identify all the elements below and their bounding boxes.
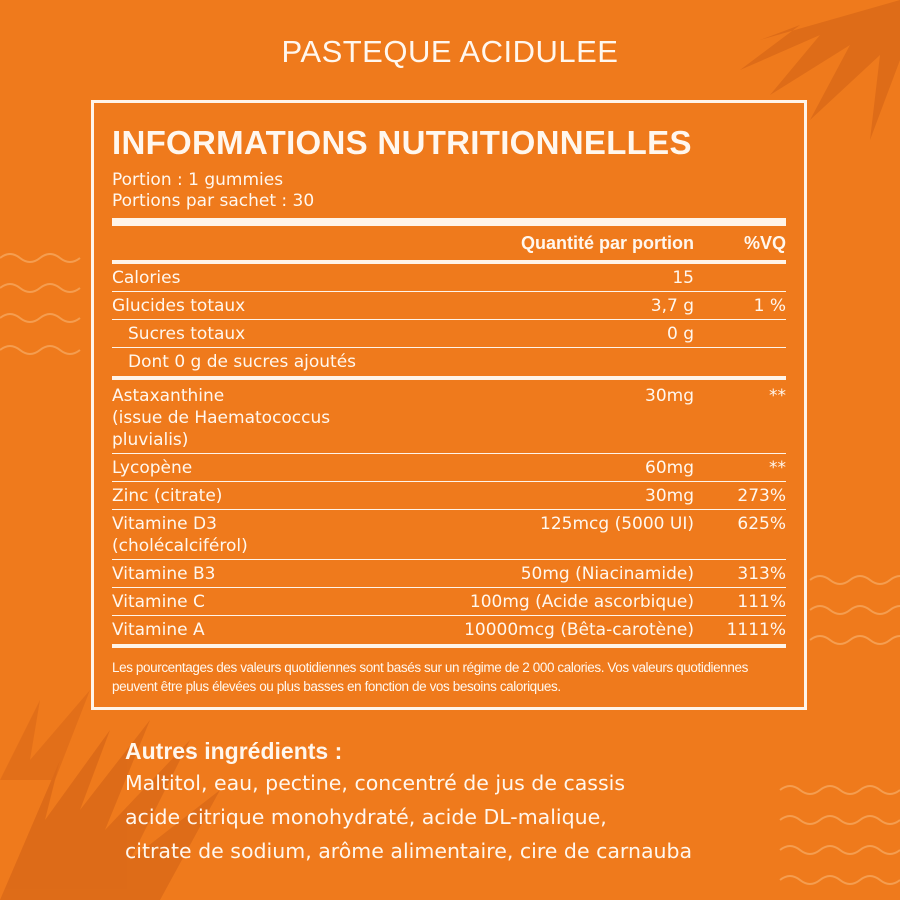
nutrient-row-vitamin-b3: [112, 560, 786, 588]
ingredients-line: acide citrique monohydraté, acide DL-malique,: [125, 805, 607, 829]
other-ingredients-section: [125, 736, 825, 868]
nutrient-quantity: 50mg (Niacinamide): [520, 564, 694, 584]
panel-heading: INFORMATIONS NUTRITIONNELLES: [112, 124, 692, 161]
nutrient-row-vitamin-a: [112, 616, 786, 643]
nutrient-name: Calories: [112, 268, 181, 288]
nutrient-row-added-sugars: [112, 348, 786, 375]
nutrient-quantity: 10000mcg (Bêta-carotène): [464, 620, 694, 640]
nutrient-name: Vitamine C: [112, 592, 205, 612]
nutrient-name: Vitamine B3: [112, 564, 216, 584]
nutrient-row-vitamin-c: [112, 588, 786, 616]
nutrient-quantity: 125mcg (5000 UI): [540, 514, 694, 534]
quantity-column-header: Quantité par portion: [521, 232, 694, 253]
nutrient-source: (cholécalciférol): [112, 536, 248, 556]
nutrient-name: Lycopène: [112, 458, 193, 478]
nutrient-row-lycopene: [112, 454, 786, 482]
nutrient-quantity: 100mg (Acide ascorbique): [469, 592, 694, 612]
ingredients-title: Autres ingrédients :: [125, 738, 343, 764]
nutrient-dv: 1111%: [726, 620, 786, 640]
nutrient-quantity: 15: [672, 268, 694, 288]
nutrient-row-carbohydrates: [112, 292, 786, 320]
nutrient-quantity: 0 g: [666, 324, 694, 344]
nutrient-dv: 1 %: [753, 296, 786, 316]
nutrient-dv: 111%: [737, 592, 786, 612]
nutrient-row-calories: [112, 264, 786, 292]
nutrient-dv: **: [769, 458, 786, 478]
nutrient-quantity: 30mg: [645, 386, 694, 406]
thick-divider: [112, 218, 786, 226]
nutrient-name: Vitamine A: [112, 620, 205, 640]
product-title: PASTEQUE ACIDULEE: [281, 34, 619, 69]
servings-per-pack: Portions par sachet : 30: [112, 191, 315, 211]
serving-info: [112, 170, 786, 212]
dv-column-header: %VQ: [743, 232, 786, 253]
nutrient-row-astaxanthin: [112, 382, 786, 454]
nutrient-quantity: 3,7 g: [650, 296, 694, 316]
ingredients-line: citrate de sodium, arôme alimentaire, cire de carnauba: [125, 839, 693, 863]
nutrient-source: (issue de Haematococcus pluvialis): [112, 408, 331, 450]
nutrient-name: Dont 0 g de sucres ajoutés: [128, 352, 357, 372]
daily-value-footnote: Les pourcentages des valeurs quotidiennes sont basés sur un régime de 2 000 calories. Vos valeurs quotidiennes peuvent être plus élevées ou plus basses en fonction de vos besoins caloriques.: [112, 660, 748, 694]
nutrient-name: Zinc (citrate): [112, 486, 223, 506]
nutrient-name: Sucres totaux: [128, 324, 246, 344]
serving-size: Portion : 1 gummies: [112, 170, 284, 190]
nutrient-name: Astaxanthine: [112, 386, 225, 406]
footer-divider: [112, 644, 786, 648]
nutrient-dv: 313%: [737, 564, 786, 584]
nutrient-name: Glucides totaux: [112, 296, 246, 316]
nutrient-row-sugars: [112, 320, 786, 348]
nutrient-quantity: 60mg: [645, 458, 694, 478]
nutrient-dv: **: [769, 386, 786, 406]
nutrient-quantity: 30mg: [645, 486, 694, 506]
nutrient-row-vitamin-d3: [112, 510, 786, 560]
nutrition-facts-panel: [91, 100, 807, 710]
ingredients-line: Maltitol, eau, pectine, concentré de jus de cassis: [125, 771, 626, 795]
column-header-row: [112, 226, 786, 260]
nutrient-row-zinc: [112, 482, 786, 510]
section-divider: [112, 376, 786, 380]
nutrient-name: Vitamine D3: [112, 514, 217, 534]
nutrient-dv: 273%: [737, 486, 786, 506]
nutrient-dv: 625%: [737, 514, 786, 534]
